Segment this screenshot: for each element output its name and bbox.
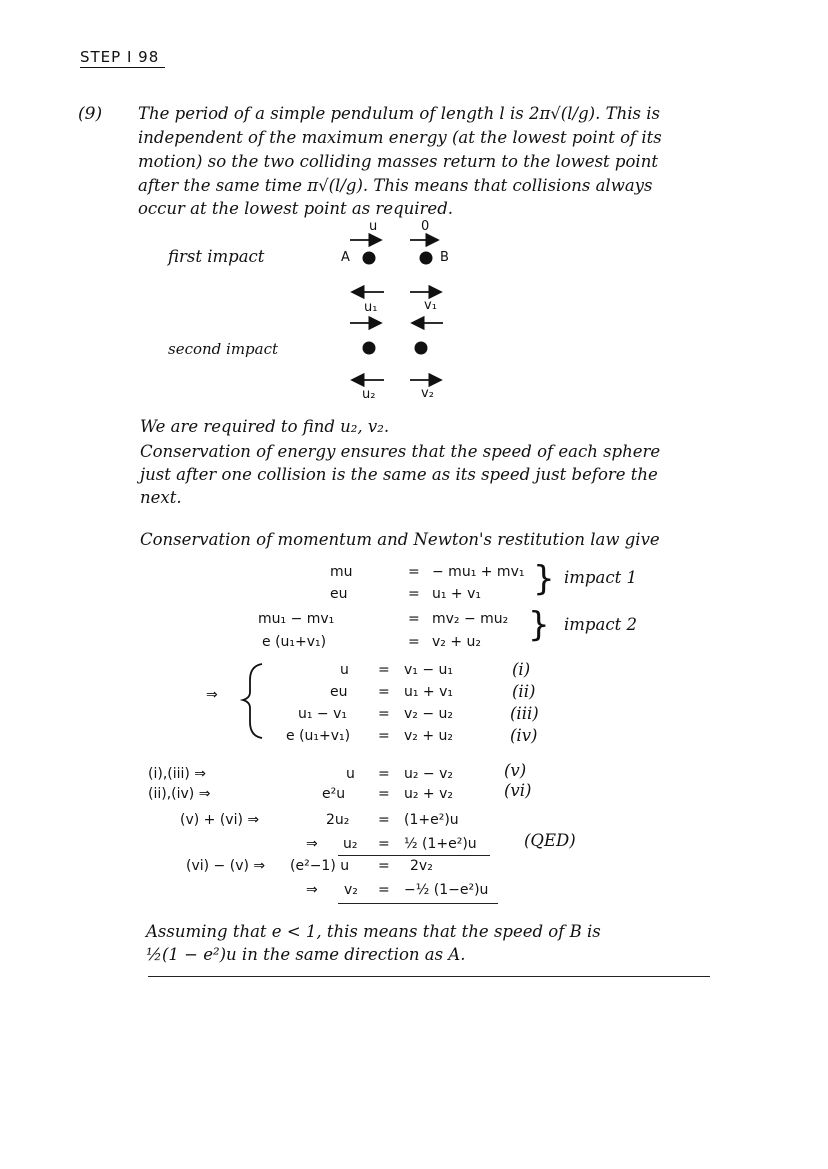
eq1-equals: =	[408, 564, 420, 580]
end-rule	[148, 976, 710, 977]
deriv5-equals: =	[378, 858, 390, 874]
page-title: STEP I 98	[80, 48, 165, 68]
intro-line-5: occur at the lowest point as required.	[138, 199, 453, 218]
sphere-a-label: A	[341, 250, 350, 265]
deriv3-prefix: (v) + (vi) ⇒	[180, 812, 260, 828]
deriv2-equals: =	[378, 786, 390, 802]
deriv2-tag: (vi)	[504, 781, 532, 800]
eq4-lhs: e (u₁+v₁)	[262, 634, 327, 650]
eq2-rhs: u₁ + v₁	[432, 586, 482, 602]
eq2-lhs: eu	[330, 586, 348, 602]
sys3-rhs: v₂ − u₂	[404, 706, 454, 722]
sys2-lhs: eu	[330, 684, 348, 700]
energy-line-1: Conservation of energy ensures that the speed of each sphere	[140, 442, 661, 461]
deriv3-rhs: (1+e²)u	[404, 812, 459, 828]
sys4-tag: (iv)	[510, 726, 538, 745]
velocity-v2-label: v₂	[421, 386, 434, 401]
brace-impact-2: }	[528, 605, 550, 645]
deriv2-prefix: (ii),(iv) ⇒	[148, 786, 211, 802]
intro-line-2: independent of the maximum energy (at the lowest point of its	[138, 128, 662, 147]
deriv5-lhs: (e²−1) u	[290, 858, 350, 874]
sys2-tag: (ii)	[512, 682, 536, 701]
sys1-equals: =	[378, 662, 390, 678]
sys4-lhs: e (u₁+v₁)	[286, 728, 351, 744]
brace-impact-1: }	[533, 559, 555, 599]
deriv4-rhs: ½ (1+e²)u	[404, 836, 477, 852]
result-u2-underline	[338, 855, 490, 856]
sys2-rhs: u₁ + v₁	[404, 684, 454, 700]
sys1-lhs: u	[340, 662, 349, 678]
eq4-equals: =	[408, 634, 420, 650]
second-impact-label: second impact	[168, 340, 279, 358]
impact-1-label: impact 1	[564, 568, 637, 587]
deriv4-lhs: u₂	[343, 836, 358, 852]
deriv3-lhs: 2u₂	[326, 812, 350, 828]
system-implies: ⇒	[206, 687, 218, 703]
momentum-statement: Conservation of momentum and Newton's restitution law give	[140, 530, 660, 549]
energy-line-3: next.	[140, 488, 182, 507]
deriv1-rhs: u₂ − v₂	[404, 766, 454, 782]
eq2-equals: =	[408, 586, 420, 602]
eq3-rhs: mv₂ − mu₂	[432, 611, 509, 627]
energy-line-2: just after one collision is the same as its speed just before the	[140, 465, 658, 484]
intro-line-3: motion) so the two colliding masses return to the lowest point	[138, 152, 658, 171]
velocity-u1-label: u₁	[364, 300, 378, 315]
deriv2-rhs: u₂ + v₂	[404, 786, 454, 802]
first-impact-label: first impact	[168, 247, 265, 266]
deriv4-tag: (QED)	[524, 831, 576, 850]
eq1-rhs: − mu₁ + mv₁	[432, 564, 525, 580]
velocity-v1-label: v₁	[424, 298, 437, 313]
deriv4-prefix: ⇒	[306, 836, 318, 852]
sys2-equals: =	[378, 684, 390, 700]
sys1-rhs: v₁ − u₁	[404, 662, 454, 678]
sphere-b-label: B	[440, 250, 449, 265]
eq3-lhs: mu₁ − mv₁	[258, 611, 335, 627]
deriv5-rhs: 2v₂	[410, 858, 433, 874]
deriv1-tag: (v)	[504, 761, 527, 780]
intro-line-1: The period of a simple pendulum of length l is 2π√(l/g). This is	[138, 104, 660, 123]
sys1-tag: (i)	[512, 660, 531, 679]
eq3-equals: =	[408, 611, 420, 627]
deriv6-prefix: ⇒	[306, 882, 318, 898]
sys3-equals: =	[378, 706, 390, 722]
deriv1-equals: =	[378, 766, 390, 782]
deriv6-lhs: v₂	[344, 882, 358, 898]
deriv1-prefix: (i),(iii) ⇒	[148, 766, 207, 782]
find-statement: We are required to find u₂, v₂.	[140, 417, 390, 436]
sys4-equals: =	[378, 728, 390, 744]
sys4-rhs: v₂ + u₂	[404, 728, 454, 744]
velocity-u2-label: u₂	[362, 387, 376, 402]
deriv3-equals: =	[378, 812, 390, 828]
deriv1-lhs: u	[346, 766, 355, 782]
velocity-zero-label: 0	[421, 219, 430, 234]
deriv2-lhs: e²u	[322, 786, 346, 802]
conclusion-line-2: ½(1 − e²)u in the same direction as A.	[146, 945, 466, 964]
eq1-lhs: mu	[330, 564, 353, 580]
deriv6-equals: =	[378, 882, 390, 898]
deriv4-equals: =	[378, 836, 390, 852]
impact-2-label: impact 2	[564, 615, 637, 634]
sys3-lhs: u₁ − v₁	[298, 706, 348, 722]
deriv5-prefix: (vi) − (v) ⇒	[186, 858, 266, 874]
velocity-u-label: u	[369, 219, 378, 234]
result-v2-underline	[338, 903, 498, 904]
conclusion-line-1: Assuming that e < 1, this means that the speed of B is	[146, 922, 601, 941]
eq4-rhs: v₂ + u₂	[432, 634, 482, 650]
deriv6-rhs: −½ (1−e²)u	[404, 882, 489, 898]
intro-line-4: after the same time π√(l/g). This means that collisions always	[138, 176, 653, 195]
question-number: (9)	[78, 104, 103, 124]
sys3-tag: (iii)	[510, 704, 539, 723]
